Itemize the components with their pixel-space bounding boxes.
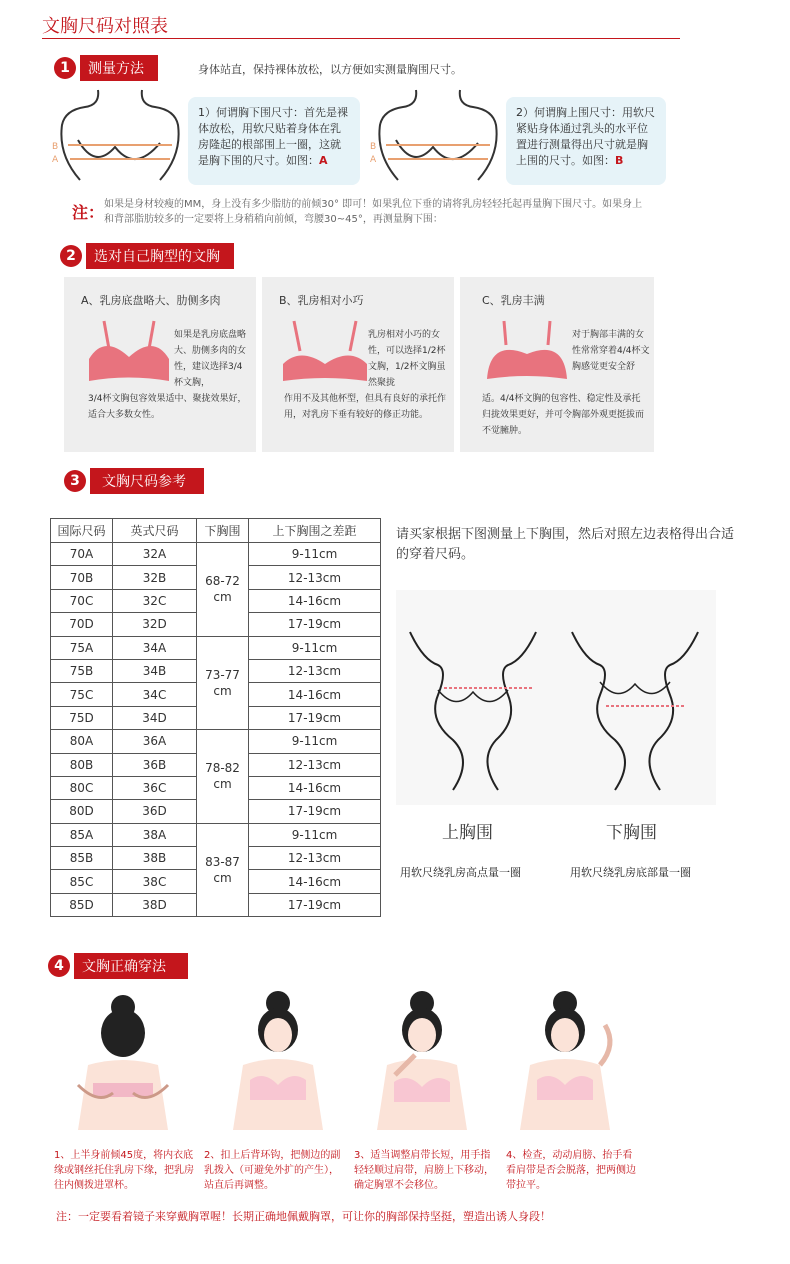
intl-size-cell: 70B: [51, 566, 113, 589]
section2-title: 选对自己胸型的文胸: [86, 243, 234, 269]
section1-header: [54, 55, 158, 81]
table-row: [51, 543, 381, 566]
intl-size-cell: 80A: [51, 730, 113, 753]
uk-size-cell: 38C: [113, 870, 197, 893]
size-table-header: [51, 519, 381, 543]
difference-cell: 9-11cm: [249, 636, 381, 659]
card-bra-type-a: [64, 277, 256, 452]
uk-size-cell: 34B: [113, 659, 197, 682]
difference-cell: 17-19cm: [249, 706, 381, 729]
uk-size-cell: 32A: [113, 543, 197, 566]
underbust-cell: 73-77 cm: [197, 636, 249, 730]
header-difference: 上下胸围之差距: [249, 519, 381, 543]
label-b-right: B: [370, 142, 377, 152]
intl-size-cell: 75A: [51, 636, 113, 659]
intl-size-cell: 85B: [51, 847, 113, 870]
uk-size-cell: 38A: [113, 823, 197, 846]
card-b-side-text: 乳房相对小巧的女性，可以选择1/2杯文胸，1/2杯文胸虽然聚拢: [368, 330, 446, 388]
uk-size-cell: 32D: [113, 613, 197, 636]
difference-cell: 14-16cm: [249, 683, 381, 706]
difference-cell: 12-13cm: [249, 753, 381, 776]
uk-size-cell: 32C: [113, 589, 197, 612]
card-bra-type-b: [262, 277, 454, 452]
step1-illustration: [58, 985, 188, 1135]
header-uk-size: 英式尺码: [113, 519, 197, 543]
torso-illustration-b: [368, 85, 508, 200]
uk-size-cell: 38D: [113, 893, 197, 916]
bottom-note: 注：一定要看着镜子来穿戴胸罩喔！长期正确地佩戴胸罩，可让你的胸部保持坚挺，塑造出诱人身段！: [56, 1210, 551, 1223]
section2-number: 2: [60, 245, 82, 267]
bubble-overbust-text: 2）何谓胸上围尺寸：用软尺紧贴身体通过乳头的水平位置进行测量得出尺寸就是胸上围的尺寸。如图：: [516, 106, 655, 167]
card-a-title: A、乳房底盘略大、肋侧多肉: [81, 294, 221, 307]
intl-size-cell: 80C: [51, 776, 113, 799]
label-a-right: A: [370, 155, 377, 165]
difference-cell: 14-16cm: [249, 870, 381, 893]
bra-icon-a: [84, 319, 174, 389]
measure-instruction: 请买家根据下图测量上下胸围，然后对照左边表格得出合适的穿着尺码。: [396, 527, 735, 562]
difference-cell: 14-16cm: [249, 589, 381, 612]
uk-size-cell: 34D: [113, 706, 197, 729]
title-divider: [42, 38, 680, 39]
difference-cell: 17-19cm: [249, 800, 381, 823]
underbust-cell: 83-87 cm: [197, 823, 249, 917]
step3-text: 3、适当调整肩带长短，用手指轻轻顺过肩带，肩膀上下移动，确定胸罩不会移位。: [354, 1150, 494, 1191]
header-underbust: 下胸围: [197, 519, 249, 543]
card-a-bottom-text: 3/4杯文胸包容效果适中、聚拢效果好，适合大多数女性。: [88, 394, 247, 420]
difference-cell: 17-19cm: [249, 893, 381, 916]
section4-header: [48, 953, 188, 979]
card-bra-type-c: [460, 277, 654, 452]
intl-size-cell: 75B: [51, 659, 113, 682]
difference-cell: 9-11cm: [249, 730, 381, 753]
difference-cell: 12-13cm: [249, 847, 381, 870]
difference-cell: 14-16cm: [249, 776, 381, 799]
note-text: 如果是身材较瘦的MM，身上没有多少脂肪的前倾30° 即可！如果乳位下垂的请将乳房轻轻托起再量胸下围尺寸。如果身上和背部脂肪较多的一定要将上身稍稍向前倾，弯腰30~45°，再测量胸下围：: [104, 199, 643, 225]
bubble-underbust-letter: A: [319, 154, 328, 167]
step4-text: 4、检查，动动肩膀、抬手看看肩带是否会脱落，把两侧边带拉平。: [506, 1150, 636, 1191]
card-a-side-text: 如果是乳房底盘略大、肋侧多肉的女性，建议选择3/4杯文胸，: [174, 330, 247, 388]
uk-size-cell: 34A: [113, 636, 197, 659]
section1-title: 测量方法: [80, 55, 158, 81]
difference-cell: 17-19cm: [249, 613, 381, 636]
difference-cell: 12-13cm: [249, 566, 381, 589]
intl-size-cell: 85D: [51, 893, 113, 916]
table-row: [51, 730, 381, 753]
intl-size-cell: 70A: [51, 543, 113, 566]
section3-title: 文胸尺码参考: [90, 468, 204, 494]
uk-size-cell: 38B: [113, 847, 197, 870]
upper-bust-figure: [398, 620, 548, 795]
uk-size-cell: 36C: [113, 776, 197, 799]
uk-size-cell: 36A: [113, 730, 197, 753]
upper-bust-desc: 用软尺绕乳房高点量一圈: [400, 866, 521, 879]
card-b-title: B、乳房相对小巧: [279, 294, 364, 307]
intl-size-cell: 80D: [51, 800, 113, 823]
lower-bust-label: 下胸围: [606, 823, 657, 843]
uk-size-cell: 36B: [113, 753, 197, 776]
under-bust-figure: [560, 620, 710, 795]
table-row: [51, 823, 381, 846]
intl-size-cell: 85C: [51, 870, 113, 893]
intl-size-cell: 70C: [51, 589, 113, 612]
torso-illustration-a: [50, 85, 190, 200]
bubble-underbust: [188, 97, 360, 185]
uk-size-cell: 34C: [113, 683, 197, 706]
bubble-overbust: [506, 97, 666, 185]
intl-size-cell: 75D: [51, 706, 113, 729]
difference-cell: 9-11cm: [249, 823, 381, 846]
section4-title: 文胸正确穿法: [74, 953, 188, 979]
size-table: [50, 518, 381, 917]
page-title: 文胸尺码对照表: [42, 16, 168, 37]
bubble-underbust-text: 1）何谓胸下围尺寸：首先是裸体放松，用软尺贴着身体在乳房隆起的根部围上一圈，这就是胸下围的尺寸。如图：: [198, 106, 348, 167]
step1-text: 1、上半身前倾45度，将内衣底缘或钢丝托住乳房下缘，把乳房往内侧拨进罩杯。: [54, 1150, 194, 1191]
section3-header: [64, 468, 204, 494]
section1-number: 1: [54, 57, 76, 79]
uk-size-cell: 32B: [113, 566, 197, 589]
note-label: 注：: [72, 203, 105, 222]
underbust-cell: 68-72 cm: [197, 543, 249, 637]
intl-size-cell: 80B: [51, 753, 113, 776]
lower-bust-desc: 用软尺绕乳房底部量一圈: [570, 866, 691, 879]
header-intl-size: 国际尺码: [51, 519, 113, 543]
section2-header: [60, 243, 234, 269]
bubble-overbust-letter: B: [615, 154, 624, 167]
label-a-left: A: [52, 155, 59, 165]
bra-icon-c: [482, 319, 572, 389]
difference-cell: 9-11cm: [249, 543, 381, 566]
uk-size-cell: 36D: [113, 800, 197, 823]
table-row: [51, 636, 381, 659]
upper-bust-label: 上胸围: [442, 823, 493, 843]
step3-illustration: [360, 985, 480, 1135]
step2-illustration: [218, 985, 338, 1135]
underbust-cell: 78-82 cm: [197, 730, 249, 824]
intl-size-cell: 85A: [51, 823, 113, 846]
step4-illustration: [505, 985, 625, 1135]
section1-intro: 身体站直，保持裸体放松，以方便如实测量胸围尺寸。: [198, 63, 462, 76]
section4-number: 4: [48, 955, 70, 977]
card-c-title: C、乳房丰满: [482, 294, 545, 307]
difference-cell: 12-13cm: [249, 659, 381, 682]
card-c-side-text: 对于胸部丰满的女性常常穿着4/4杯文胸感觉更安全舒: [572, 330, 650, 372]
card-c-bottom-text: 适。4/4杯文胸的包容性、稳定性及承托归拢效果更好，并可令胸部外观更挺拔而不觉臃肿。: [482, 394, 645, 436]
intl-size-cell: 70D: [51, 613, 113, 636]
card-b-bottom-text: 作用不及其他杯型，但具有良好的承托作用，对乳房下垂有较好的修正功能。: [284, 394, 447, 420]
section3-number: 3: [64, 470, 86, 492]
bra-icon-b: [280, 319, 370, 389]
step2-text: 2、扣上后背环钩，把侧边的副乳拨入（可避免外扩的产生），站直后再调整。: [204, 1150, 341, 1191]
intl-size-cell: 75C: [51, 683, 113, 706]
label-b-left: B: [52, 142, 59, 152]
